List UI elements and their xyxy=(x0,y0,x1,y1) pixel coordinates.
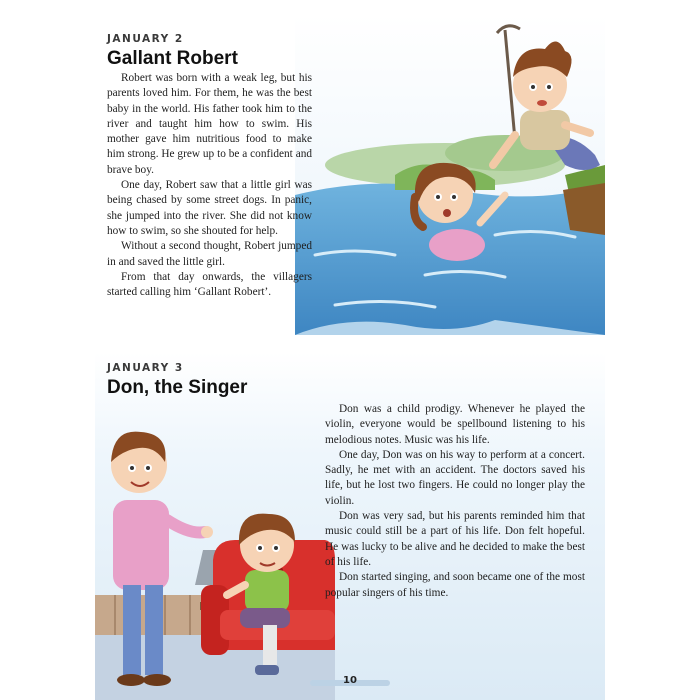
story1-paragraph: One day, Robert saw that a little girl was being chased by some street dogs. In panic, she jumped into the river. She did not know how to swim, so she shouted for help. xyxy=(107,179,312,237)
book-page xyxy=(95,0,605,700)
living-room-illustration xyxy=(95,410,335,700)
story1-paragraph: Robert was born with a weak leg, but his parents loved him. For them, he was the best baby in the world. His father took him to the river and taught him how to swim. His mother gave him nutritious food to make him strong. He grew up to be a confident and brave boy. xyxy=(107,72,312,176)
page-number: 10 xyxy=(343,675,357,686)
story2-date: JANUARY 3 xyxy=(107,362,184,374)
story2-paragraph: One day, Don was on his way to perform at a concert. Sadly, he met with an accident. The doctors saved his life, but he lost two fingers. He could no longer play the violin. xyxy=(325,448,585,507)
story2-paragraph: Don was a child prodigy. Whenever he played the violin, everyone would be spellbound listening to his melodious notes. Music was his life. xyxy=(325,403,585,446)
story1-paragraph: From that day onwards, the villagers started calling him ‘Gallant Robert’. xyxy=(107,270,312,299)
story1-text xyxy=(107,71,312,300)
river-rescue-illustration xyxy=(295,15,605,335)
story1-paragraph: Without a second thought, Robert jumped in and saved the little girl. xyxy=(107,240,312,268)
story2-paragraph: Don started singing, and soon became one of the most popular singers of his time. xyxy=(325,571,585,599)
story1-title: Gallant Robert xyxy=(107,48,238,69)
story2-text xyxy=(325,402,585,601)
story2-paragraph: Don was very sad, but his parents reminded him that music could still be a part of his life. Don felt hopeful. He was lucky to be alive and he decided to make the best of his life. xyxy=(325,510,585,568)
story2-title: Don, the Singer xyxy=(107,377,248,398)
story1-date: JANUARY 2 xyxy=(107,33,184,45)
